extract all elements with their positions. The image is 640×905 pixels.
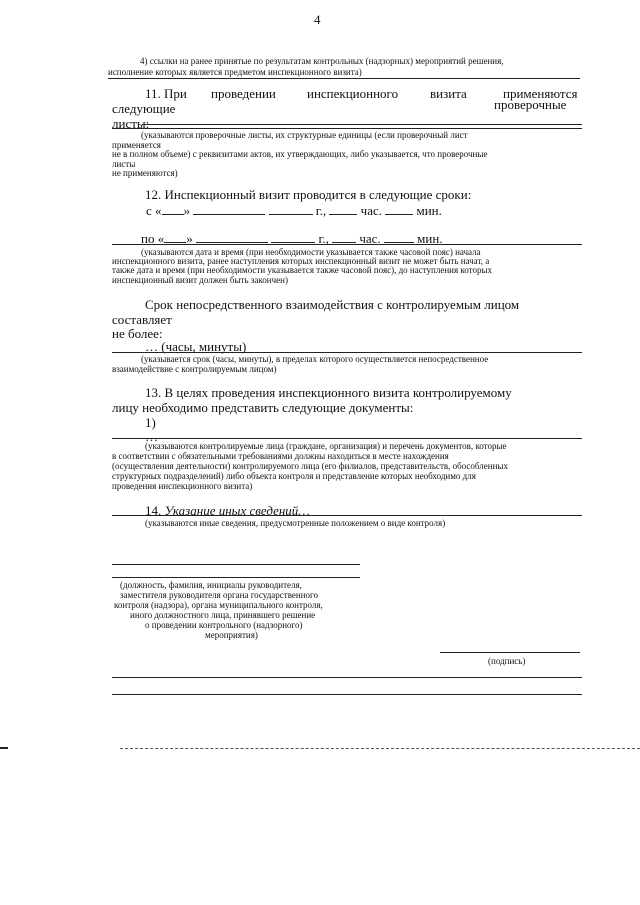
signature-line-role xyxy=(112,577,360,578)
s14-note: (указываются иные сведения, предусмотренные положением о виде контроля) xyxy=(145,518,446,528)
to-day-blank[interactable] xyxy=(164,232,186,243)
from-prefix: с « xyxy=(146,203,162,218)
s11-note5: не применяются) xyxy=(112,168,178,178)
from-hour-blank[interactable] xyxy=(329,204,357,215)
to-year-label: г., xyxy=(318,231,329,246)
s14-title: Указание иных сведений… xyxy=(164,503,310,518)
term-note1: (указывается срок (часы, минуты), в пределах которого осуществляется непосредственное xyxy=(141,354,489,364)
s13-note1: (указываются контролируемые лица (граждане, организация) и перечень документов, которые xyxy=(145,441,507,451)
s13-line2: лицу необходимо представить следующие документы: xyxy=(112,400,414,415)
page-number: 4 xyxy=(314,12,321,27)
from-quote: » xyxy=(183,203,191,218)
signature-role4: иного должностного лица, принявшего решение xyxy=(130,610,316,620)
s11-w5: применяются xyxy=(503,86,578,101)
term-line2: составляет xyxy=(112,312,172,327)
to-minute-label: мин. xyxy=(417,231,443,246)
from-year-blank[interactable] xyxy=(269,204,313,215)
s11-note3: не в полном объеме) с реквизитами актов, их утверждающих, либо указывается, что проверочные xyxy=(112,149,488,159)
bottom-line-1 xyxy=(112,677,582,678)
signature-role5: о проведении контрольного (надзорного) xyxy=(145,620,303,630)
s13-note2: в соответствии с обязательными требованиями должны находиться в месте нахождения xyxy=(112,451,449,461)
s11-w1: 11. При xyxy=(145,86,187,101)
s13-note5: проведения инспекционного визита) xyxy=(112,481,253,491)
s13-underline xyxy=(112,438,582,439)
from-year-label: г., xyxy=(315,203,327,218)
term-value: … (часы, минуты) xyxy=(145,339,247,354)
from-minute-blank[interactable] xyxy=(385,204,413,215)
item4-line2: исполнение которых является предметом инспекционного визита) xyxy=(108,67,362,77)
from-day-blank[interactable] xyxy=(162,204,184,215)
s13-note4: структурных подразделений) либо объекта контроля и представление которых необходимо для xyxy=(112,471,476,481)
s12-note2: инспекционного визита, ранее наступления которых инспекционный визит не может быть начат, а xyxy=(112,256,490,266)
signature-role6: мероприятия) xyxy=(205,630,258,640)
s14-prefix: 14. xyxy=(145,503,162,518)
s13-line1: 13. В целях проведения инспекционного визита контролируемому xyxy=(145,385,512,400)
sign-caption: (подпись) xyxy=(488,656,526,666)
page-separator-left xyxy=(0,747,8,749)
s12-note3: также дата и время (при необходимости указывается также часовой пояс), до наступления которых xyxy=(112,265,493,275)
signature-role1: (должность, фамилия, инициалы руководителя, xyxy=(120,580,302,590)
s11-w2: проведении xyxy=(211,86,276,101)
sign-underline xyxy=(440,652,580,653)
s11-w4: визита xyxy=(430,86,467,101)
s11-note4: листы xyxy=(112,159,136,169)
s11-w7: проверочные xyxy=(494,97,567,112)
s13-note3: (осуществления деятельности) контролируемого лица (его филиалов, представительств, обособленных xyxy=(112,461,508,471)
from-month-blank[interactable] xyxy=(193,204,265,215)
term-line3: не более: xyxy=(112,326,163,341)
s12-title: 12. Инспекционный визит проводится в следующие сроки: xyxy=(145,187,472,202)
item4-line1: 4) ссылки на ранее принятые по результатам контрольных (надзорных) мероприятий решения, xyxy=(140,56,504,66)
to-month-blank[interactable] xyxy=(196,232,268,243)
s11-note1: (указываются проверочные листы, их структурные единицы (если проверочный лист xyxy=(141,130,468,140)
page-separator xyxy=(120,748,640,749)
signature-line-top xyxy=(112,564,360,565)
term-underline xyxy=(112,352,582,353)
s12-note4: инспекционный визит должен быть закончен) xyxy=(112,275,288,285)
signature-role2: заместителя руководителя органа государственного xyxy=(120,590,318,600)
to-minute-blank[interactable] xyxy=(384,232,414,243)
to-hour-blank[interactable] xyxy=(332,232,356,243)
s12-from-row xyxy=(146,203,442,218)
s12-underline xyxy=(112,244,582,245)
to-prefix: по « xyxy=(141,231,165,246)
s11-note2: применяется xyxy=(112,140,161,150)
to-year-blank[interactable] xyxy=(271,232,315,243)
from-minute-label: мин. xyxy=(416,203,442,218)
term-line1: Срок непосредственного взаимодействия с контролируемым лицом xyxy=(145,297,520,312)
s12-note1: (указываются дата и время (при необходимости указывается также часовой пояс) начала xyxy=(141,247,481,257)
s13-item1: 1) xyxy=(145,415,156,430)
s11-w3: инспекционного xyxy=(307,86,399,101)
from-hour-label: час. xyxy=(360,203,382,218)
to-quote: » xyxy=(186,231,193,246)
s11-w6: следующие xyxy=(112,101,176,116)
item4-underline xyxy=(108,78,580,79)
to-hour-label: час. xyxy=(359,231,381,246)
s11-underline-full xyxy=(112,128,582,129)
s13-item2: … xyxy=(145,429,158,444)
term-note2: взаимодействие с контролируемым лицом) xyxy=(112,364,277,374)
signature-role3: контроля (надзора), органа муниципального контроля, xyxy=(114,600,323,610)
s14-underline xyxy=(112,515,582,516)
bottom-line-2 xyxy=(112,694,582,695)
s11-line3: листы: xyxy=(112,116,150,131)
s11-underline xyxy=(142,124,582,125)
